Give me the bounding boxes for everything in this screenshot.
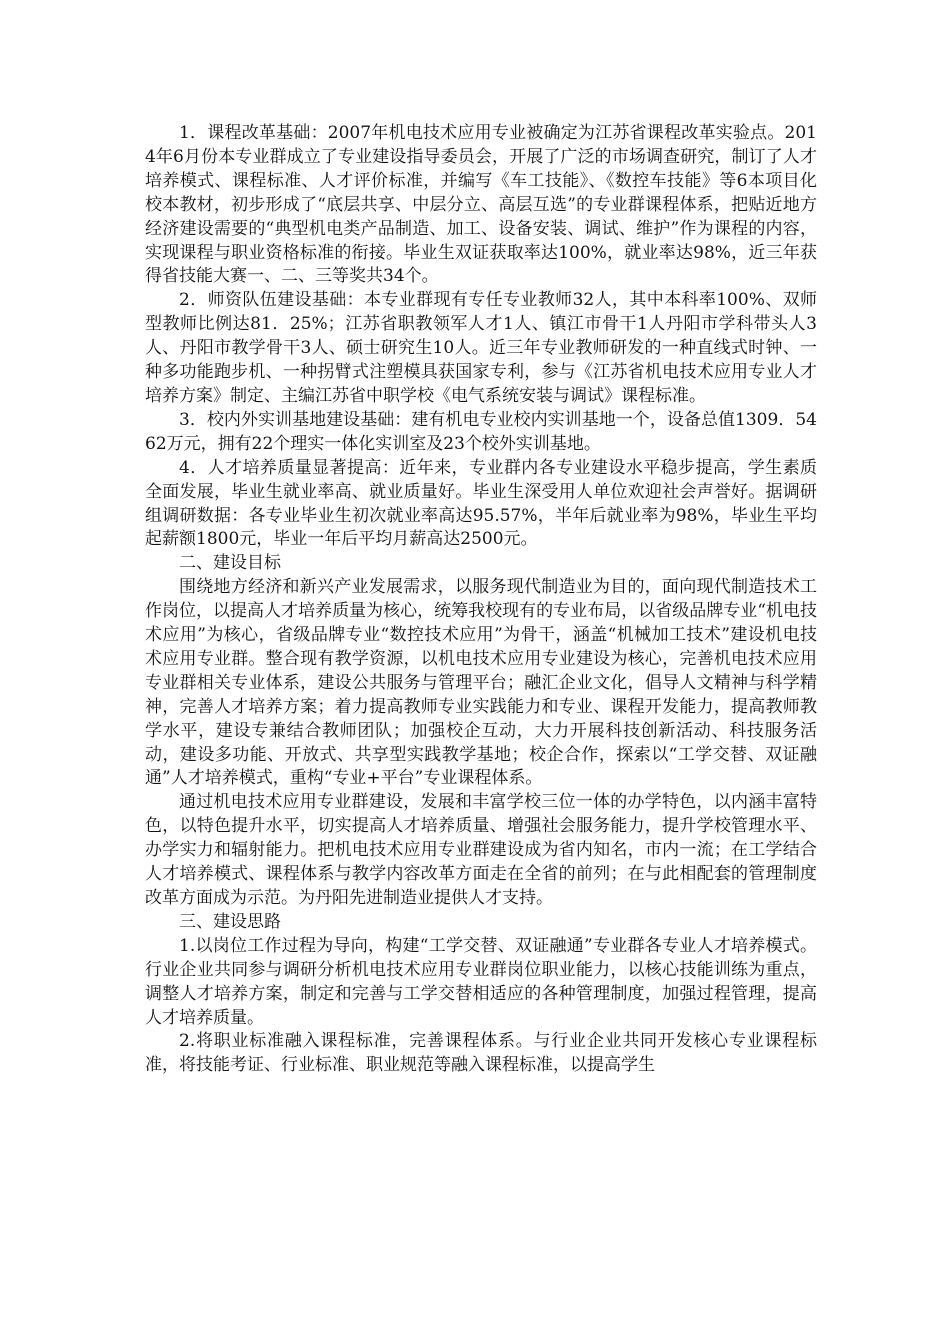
paragraph-faculty: 2．师资队伍建设基础：本专业群现有专任专业教师32人，其中本科率100%、双师型教师比例达81．25%；江苏省职教领军人才1人、镇江市骨干1人丹阳市学科带头人3人、丹阳市教学骨干3人、硕士研究生10人。近三年专业教师研发的一种直线式时钟、一种多功能跑步机、一种拐臂式注塑模具获国家专利，参与《江苏省机电技术应用专业人才培养方案》制定、主编江苏省中职学校《电气系统安装与调试》课程标准。 <box>145 290 817 406</box>
paragraph-training-quality: 4．人才培养质量显著提高：近年来，专业群内各专业建设水平稳步提高，学生素质全面发展，毕业生就业率高、就业质量好。毕业生深受用人单位欢迎社会声誉好。据调研组调研数据：各专业毕业生初次就业率高达95.57%，半年后就业率为98%，毕业生平均起薪额1800元，毕业一年后平均月薪高达2500元。 <box>145 457 817 550</box>
paragraph-goals-outcome: 通过机电技术应用专业群建设，发展和丰富学校三位一体的办学特色，以内涵丰富特色，以特色提升水平，切实提高人才培养质量、增强社会服务能力，提升学校管理水平、办学实力和辐射能力。把机电技术应用专业群建设成为省内知名，市内一流；在工学结合人才培养模式、课程体系与教学内容改革方面走在全省的前列；在与此相配套的管理制度改革方面成为示范。为丹阳先进制造业提供人才支持。 <box>145 792 817 908</box>
paragraph-goals-main: 围绕地方经济和新兴产业发展需求，以服务现代制造业为目的，面向现代制造技术工作岗位，以提高人才培养质量为核心，统筹我校现有的专业布局，以省级品牌专业“机电技术应用”为核心，省级品牌专业“数控技术应用”为骨干，涵盖“机械加工技术”建设机电技术应用专业群。整合现有教学资源，以机电技术应用专业建设为核心，完善机电技术应用专业群相关专业体系，建设公共服务与管理平台；融汇企业文化，倡导人文精神与科学精神，完善人才培养方案；着力提高教师专业实践能力和专业、课程开发能力，提高教师教学水平，建设专兼结合教师团队；加强校企互动，大力开展科技创新活动、科技服务活动，建设多功能、开放式、共享型实践教学基地；校企合作，探索以“工学交替、双证融通”人才培养模式，重构“专业+平台”专业课程体系。 <box>145 577 817 789</box>
document-body <box>145 122 817 1078</box>
paragraph-approach-2: 2.将职业标准融入课程标准，完善课程体系。与行业企业共同开发核心专业课程标准，将技能考证、行业标准、职业规范等融入课程标准，以提高学生 <box>145 1031 817 1076</box>
section-heading-approach: 三、建设思路 <box>179 911 281 932</box>
paragraph-training-base: 3．校内外实训基地建设基础：建有机电专业校内实训基地一个，设备总值1309．5462万元，拥有22个理实一体化实训室及23个校外实训基地。 <box>145 409 817 454</box>
paragraph-curriculum-reform: 1．课程改革基础：2007年机电技术应用专业被确定为江苏省课程改革实验点。2014年6月份本专业群成立了专业建设指导委员会，开展了广泛的市场调查研究，制订了人才培养模式、课程标准、人才评价标准，并编写《车工技能》、《数控车技能》等6本项目化校本教材，初步形成了“底层共享、中层分立、高层互选”的专业群课程体系，把贴近地方经济建设需要的“典型机电类产品制造、加工、设备安装、调试、维护”作为课程的内容，实现课程与职业资格标准的衔接。毕业生双证获取率达100%，就业率达98%，近三年获得省技能大赛一、二、三等奖共34个。 <box>145 123 817 287</box>
paragraph-approach-1: 1.以岗位工作过程为导向，构建“工学交替、双证融通”专业群各专业人才培养模式。行业企业共同参与调研分析机电技术应用专业群岗位职业能力，以核心技能训练为重点，调整人才培养方案，制定和完善与工学交替相适应的各种管理制度，加强过程管理，提高人才培养质量。 <box>145 935 817 1028</box>
section-heading-goals: 二、建设目标 <box>179 553 281 574</box>
